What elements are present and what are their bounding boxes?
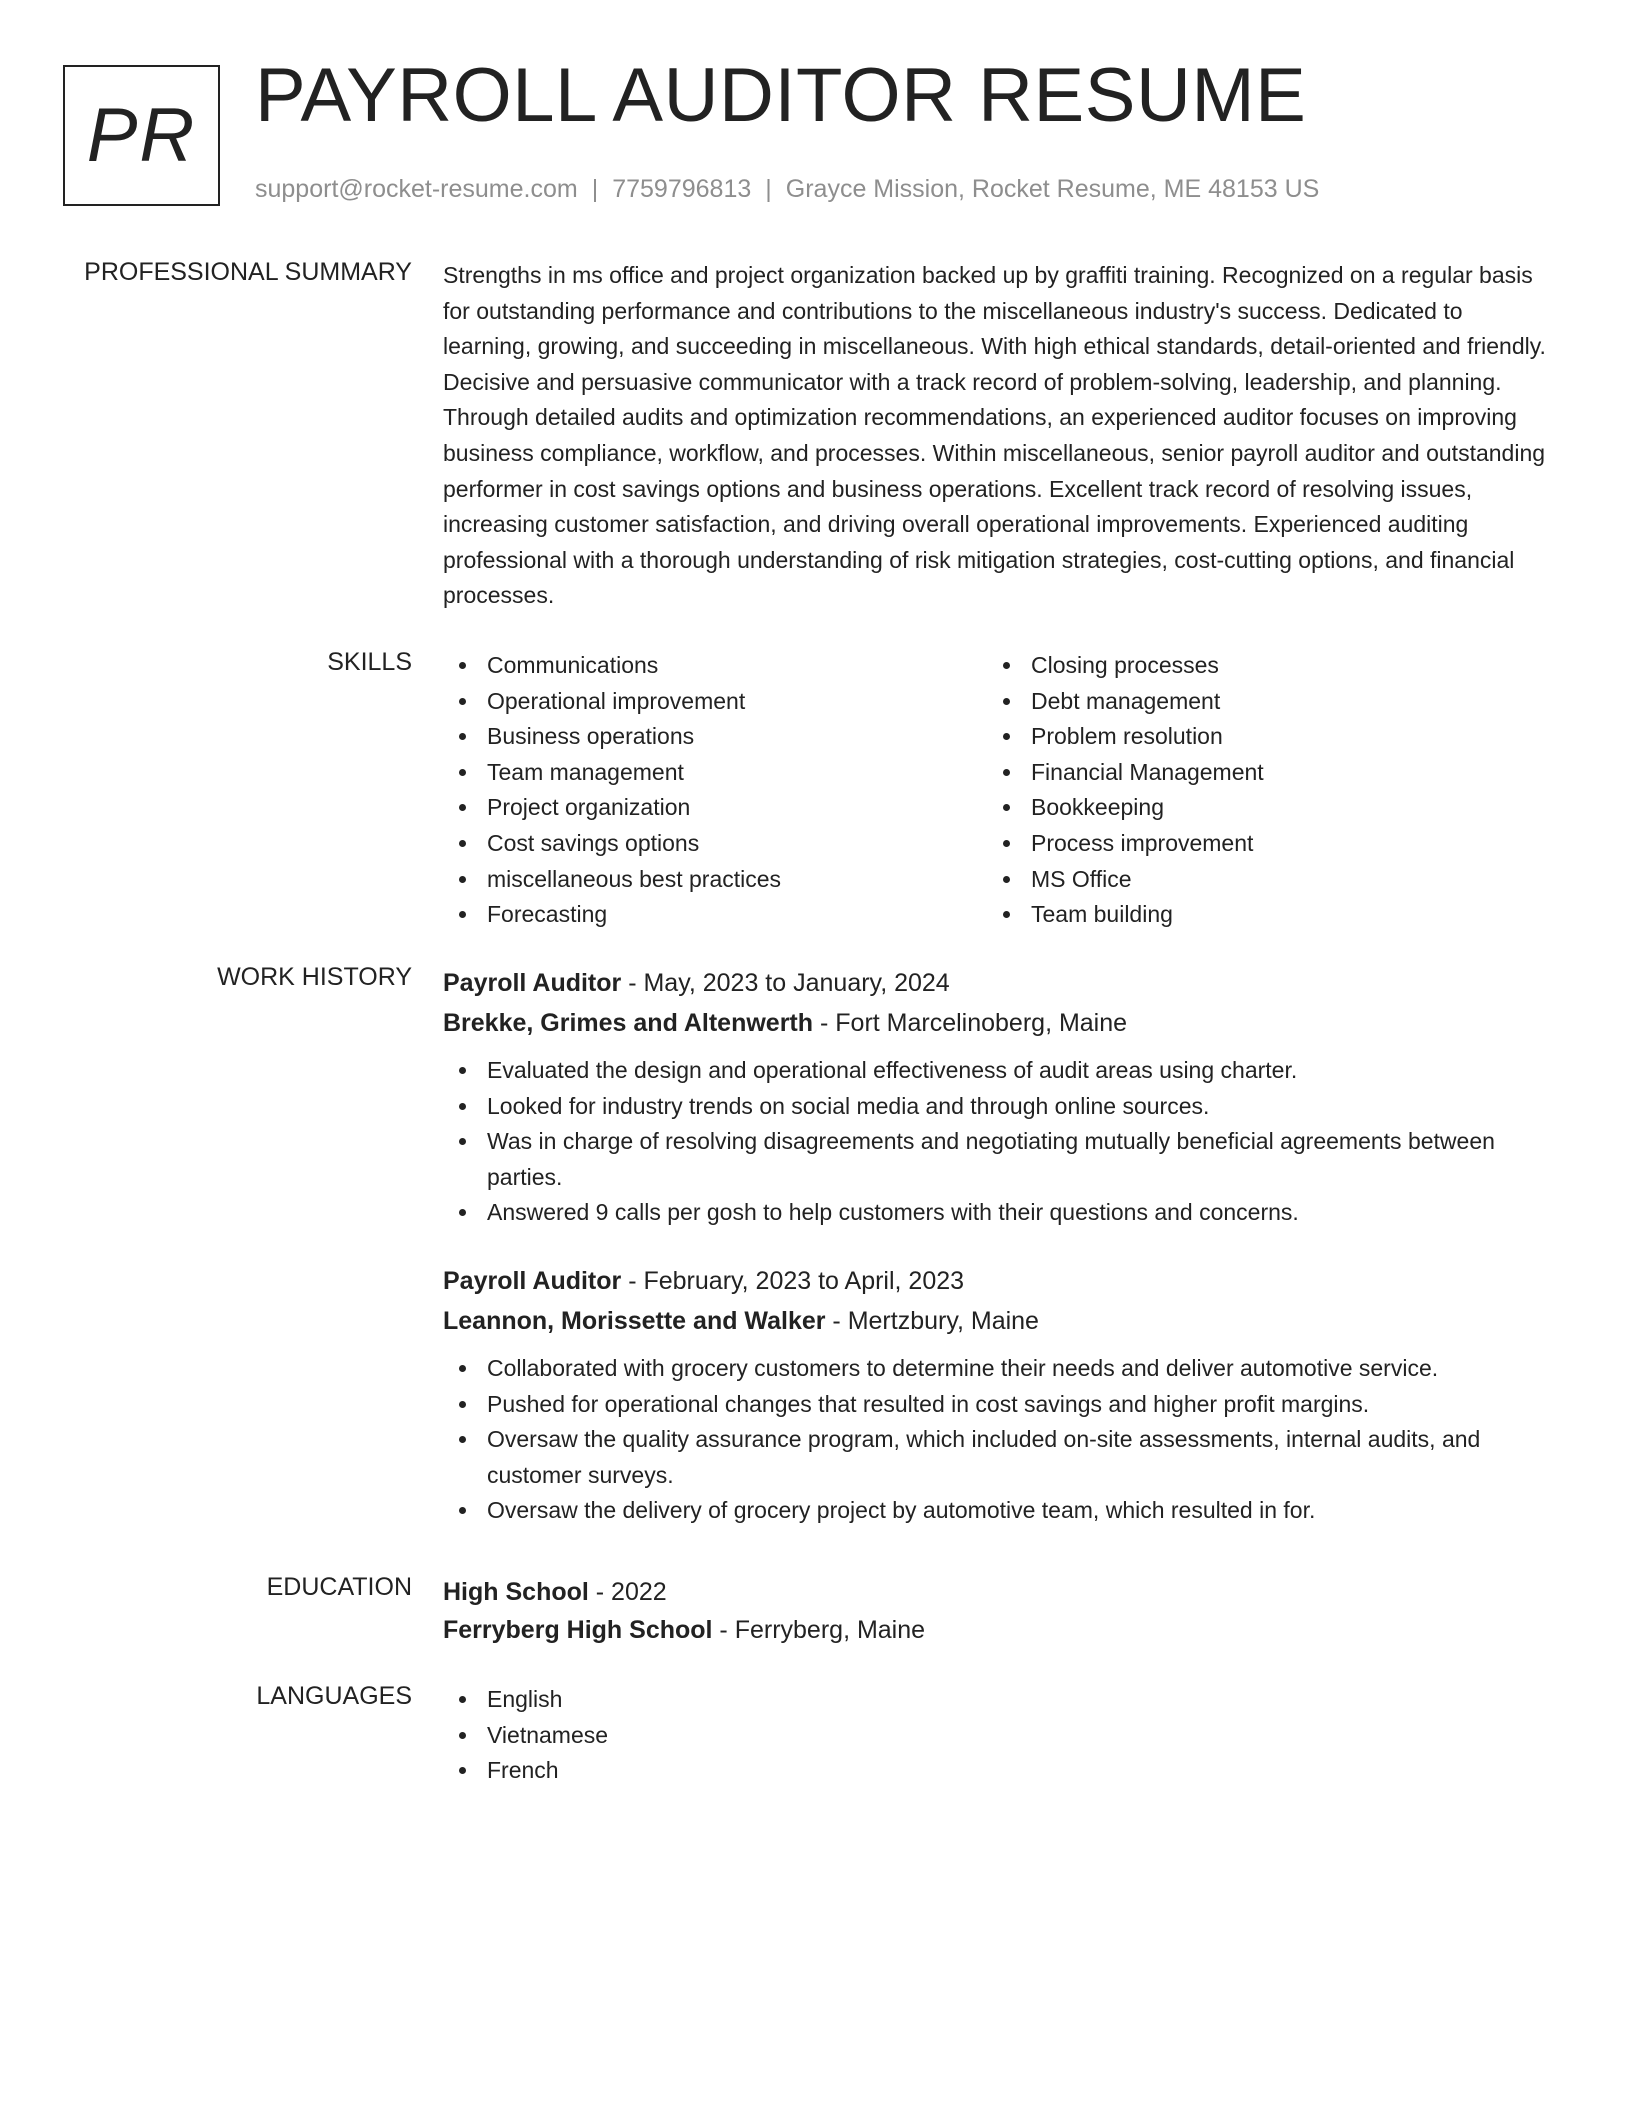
skill-item: Cost savings options bbox=[443, 826, 987, 862]
skills-list-right bbox=[987, 648, 1531, 933]
job-title-line bbox=[443, 963, 1555, 1003]
job-title: Payroll Auditor bbox=[443, 969, 622, 997]
monogram-text: PR bbox=[86, 93, 197, 178]
language-item: French bbox=[443, 1753, 1555, 1789]
job-location: - Fort Marcelinoberg, Maine bbox=[813, 1009, 1128, 1037]
job-bullet: Collaborated with grocery customers to determine their needs and deliver automotive service. bbox=[443, 1351, 1555, 1387]
section-label-work: WORK HISTORY bbox=[217, 963, 412, 991]
languages-list bbox=[443, 1682, 1555, 1789]
languages-body bbox=[443, 1682, 1555, 1789]
summary-body bbox=[443, 258, 1555, 614]
job-bullet: Answered 9 calls per gosh to help customers with their questions and concerns. bbox=[443, 1195, 1555, 1231]
skill-item: Financial Management bbox=[987, 755, 1531, 791]
education-degree-line bbox=[443, 1573, 1555, 1611]
education-year: - 2022 bbox=[588, 1578, 667, 1606]
skill-item: Forecasting bbox=[443, 897, 987, 933]
contact-line bbox=[255, 175, 1319, 204]
contact-separator: | bbox=[591, 175, 599, 203]
skill-item: Problem resolution bbox=[987, 719, 1531, 755]
contact-phone: 7759796813 bbox=[612, 175, 752, 203]
page-title: PAYROLL AUDITOR RESUME bbox=[255, 53, 1307, 138]
section-label-education: EDUCATION bbox=[266, 1573, 412, 1601]
job-title-line bbox=[443, 1261, 1555, 1301]
education-degree: High School bbox=[443, 1578, 589, 1606]
contact-address: Grayce Mission, Rocket Resume, ME 48153 US bbox=[785, 175, 1320, 203]
skills-list-left bbox=[443, 648, 987, 933]
job-bullets bbox=[443, 1053, 1555, 1231]
job-bullet: Pushed for operational changes that resulted in cost savings and higher profit margins. bbox=[443, 1387, 1555, 1423]
skill-item: Process improvement bbox=[987, 826, 1531, 862]
job-title: Payroll Auditor bbox=[443, 1266, 622, 1295]
job-company: Leannon, Morissette and Walker bbox=[443, 1306, 826, 1335]
job-dates: - February, 2023 to April, 2023 bbox=[621, 1266, 965, 1295]
education-school: Ferryberg High School bbox=[443, 1616, 713, 1644]
skill-item: Operational improvement bbox=[443, 684, 987, 720]
skills-columns bbox=[443, 648, 1555, 933]
education-location: - Ferryberg, Maine bbox=[712, 1616, 926, 1644]
education-body bbox=[443, 1573, 1555, 1649]
contact-separator: | bbox=[765, 175, 772, 203]
skill-item: Communications bbox=[443, 648, 987, 684]
skill-item: Team management bbox=[443, 755, 987, 791]
job-dates: - May, 2023 to January, 2024 bbox=[621, 969, 950, 997]
job-bullets bbox=[443, 1351, 1555, 1529]
skill-item: miscellaneous best practices bbox=[443, 862, 987, 898]
education-school-line bbox=[443, 1611, 1555, 1649]
monogram-logo bbox=[63, 65, 220, 206]
section-label-skills: SKILLS bbox=[327, 648, 412, 676]
job-bullet: Oversaw the delivery of grocery project by automotive team, which resulted in for. bbox=[443, 1493, 1555, 1529]
job-company: Brekke, Grimes and Altenwerth bbox=[443, 1009, 814, 1037]
skill-item: Business operations bbox=[443, 719, 987, 755]
skill-item: Closing processes bbox=[987, 648, 1531, 684]
summary-text: Strengths in ms office and project organization backed up by graffiti training. Recognized on a regular basis for outstanding performance and contributions to the miscellaneous industry's success. Dedicated to learning, growing, and succeeding in miscellaneous. With high ethical standards, detail-oriented and friendly. Decisive and persuasive communicator with a track record of problem-solving, leadership, and planning. Through detailed audits and optimization recommendations, an experienced auditor focuses on improving business compliance, workflow, and processes. Within miscellaneous, senior payroll auditor and outstanding performer in cost savings options and business operations. Excellent track record of resolving issues, increasing customer satisfaction, and driving overall operational improvements. Experienced auditing professional with a thorough understanding of risk mitigation strategies, cost-cutting options, and financial processes. bbox=[443, 262, 1546, 609]
job-company-line bbox=[443, 1301, 1555, 1341]
job-bullet: Oversaw the quality assurance program, which included on-site assessments, internal audits, and customer surveys. bbox=[443, 1422, 1555, 1493]
skill-item: MS Office bbox=[987, 862, 1531, 898]
skill-item: Debt management bbox=[987, 684, 1531, 720]
job-bullet: Evaluated the design and operational effectiveness of audit areas using charter. bbox=[443, 1053, 1555, 1089]
job-bullet: Was in charge of resolving disagreements and negotiating mutually beneficial agreements between parties. bbox=[443, 1124, 1555, 1195]
language-item: English bbox=[443, 1682, 1555, 1718]
job-entry bbox=[443, 963, 1555, 1231]
job-location: - Mertzbury, Maine bbox=[825, 1306, 1039, 1335]
job-entry bbox=[443, 1261, 1555, 1529]
skill-item: Project organization bbox=[443, 790, 987, 826]
section-label-summary: PROFESSIONAL SUMMARY bbox=[84, 258, 412, 286]
work-body bbox=[443, 963, 1555, 1529]
job-company-line bbox=[443, 1003, 1555, 1043]
skills-body bbox=[443, 648, 1555, 933]
language-item: Vietnamese bbox=[443, 1718, 1555, 1754]
skill-item: Bookkeeping bbox=[987, 790, 1531, 826]
skill-item: Team building bbox=[987, 897, 1531, 933]
job-bullet: Looked for industry trends on social media and through online sources. bbox=[443, 1089, 1555, 1125]
contact-email: support@rocket-resume.com bbox=[255, 175, 578, 203]
section-label-languages: LANGUAGES bbox=[256, 1682, 412, 1710]
